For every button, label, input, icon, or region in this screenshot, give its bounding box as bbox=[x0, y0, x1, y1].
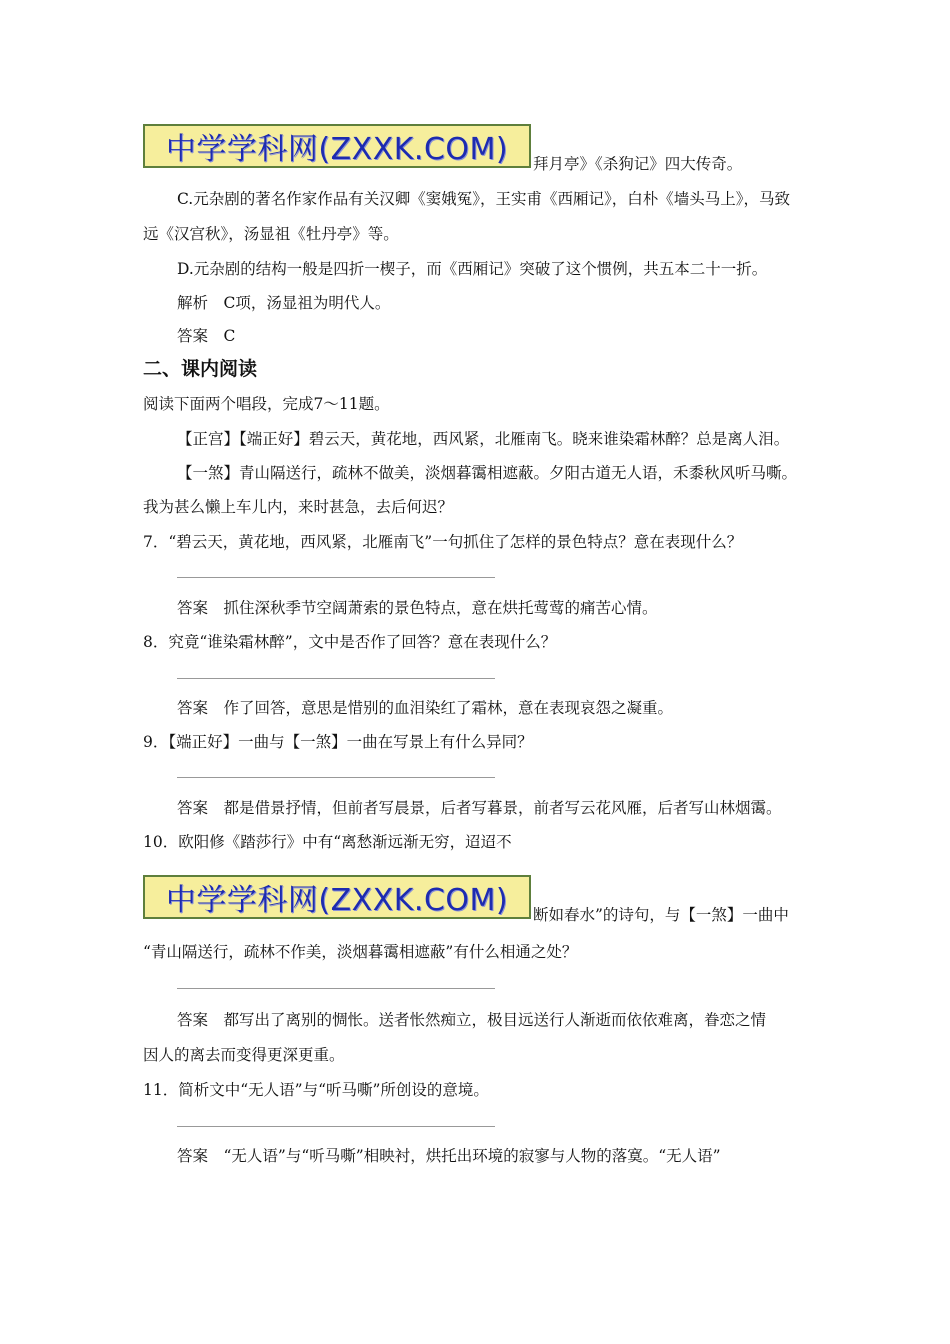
analysis: 解析 C项，汤显祖为明代人。 bbox=[177, 294, 391, 312]
answer-line-8 bbox=[177, 678, 495, 679]
question-10: 10．欧阳修《踏莎行》中有“离愁渐远渐无穷，迢迢不 bbox=[143, 833, 512, 851]
passage-2: 【一煞】青山隔送行，疏林不做美，淡烟暮霭相遮蔽。夕阳古道无人语，禾黍秋风听马嘶。 bbox=[177, 464, 798, 482]
answer-8: 答案 作了回答，意思是惜别的血泪染红了霜林，意在表现哀怨之凝重。 bbox=[177, 699, 674, 717]
answer-10-cont: 因人的离去而变得更深更重。 bbox=[143, 1046, 345, 1064]
question-7: 7．“碧云天，黄花地，西风紧，北雁南飞”一句抓住了怎样的景色特点？意在表现什么？ bbox=[143, 533, 743, 551]
section-heading: 二、课内阅读 bbox=[143, 358, 258, 380]
question-8: 8．究竟“谁染霜林醉”，文中是否作了回答？意在表现什么？ bbox=[143, 633, 557, 651]
answer-11: 答案 “无人语”与“听马嘶”相映衬，烘托出环境的寂寥与人物的落寞。“无人语” bbox=[177, 1147, 721, 1165]
answer: 答案 C bbox=[177, 327, 236, 345]
answer-7: 答案 抓住深秋季节空阔萧索的景色特点，意在烘托莺莺的痛苦心情。 bbox=[177, 599, 658, 617]
text-line: 拜月亭》《杀狗记》四大传奇。 bbox=[533, 155, 743, 173]
option-c: C.元杂剧的著名作家作品有关汉卿《窦娥冤》，王实甫《西厢记》，白朴《墙头马上》，马致 bbox=[177, 190, 790, 208]
zxxk-logo-mid bbox=[143, 875, 531, 919]
answer-9: 答案 都是借景抒情，但前者写晨景，后者写暮景，前者写云花风雁，后者写山林烟霭。 bbox=[177, 799, 782, 817]
answer-line-9 bbox=[177, 777, 495, 778]
answer-line-7 bbox=[177, 577, 495, 578]
question-11: 11．简析文中“无人语”与“听马嘶”所创设的意境。 bbox=[143, 1081, 489, 1099]
option-c-cont: 远《汉宫秋》，汤显祖《牡丹亭》等。 bbox=[143, 225, 399, 243]
question-10-cont2: “青山隔送行，疏林不作美，淡烟暮霭相遮蔽”有什么相通之处？ bbox=[143, 943, 578, 961]
question-9: 9．【端正好】一曲与【一煞】一曲在写景上有什么异同？ bbox=[143, 733, 533, 751]
instructions: 阅读下面两个唱段，完成7～11题。 bbox=[143, 395, 390, 413]
logo-text: 中学学科网(ZXXK.COM) bbox=[165, 883, 509, 918]
question-10-cont: 断如春水”的诗句，与【一煞】一曲中 bbox=[533, 906, 789, 924]
passage-2-cont: 我为甚么懒上车儿内，来时甚急，去后何迟？ bbox=[143, 498, 454, 516]
logo-text: 中学学科网(ZXXK.COM) bbox=[165, 132, 509, 167]
answer-10: 答案 都写出了离别的惆怅。送者怅然痴立，极目远送行人渐逝而依依难离，眷恋之情 bbox=[177, 1011, 767, 1029]
answer-line-10 bbox=[177, 988, 495, 989]
answer-line-11 bbox=[177, 1126, 495, 1127]
passage-1: 【正宫】【端正好】碧云天，黄花地，西风紧，北雁南飞。晓来谁染霜林醉？总是离人泪。 bbox=[177, 430, 790, 448]
zxxk-logo-top bbox=[143, 124, 531, 168]
option-d: D.元杂剧的结构一般是四折一楔子，而《西厢记》突破了这个惯例，共五本二十一折。 bbox=[177, 260, 768, 278]
